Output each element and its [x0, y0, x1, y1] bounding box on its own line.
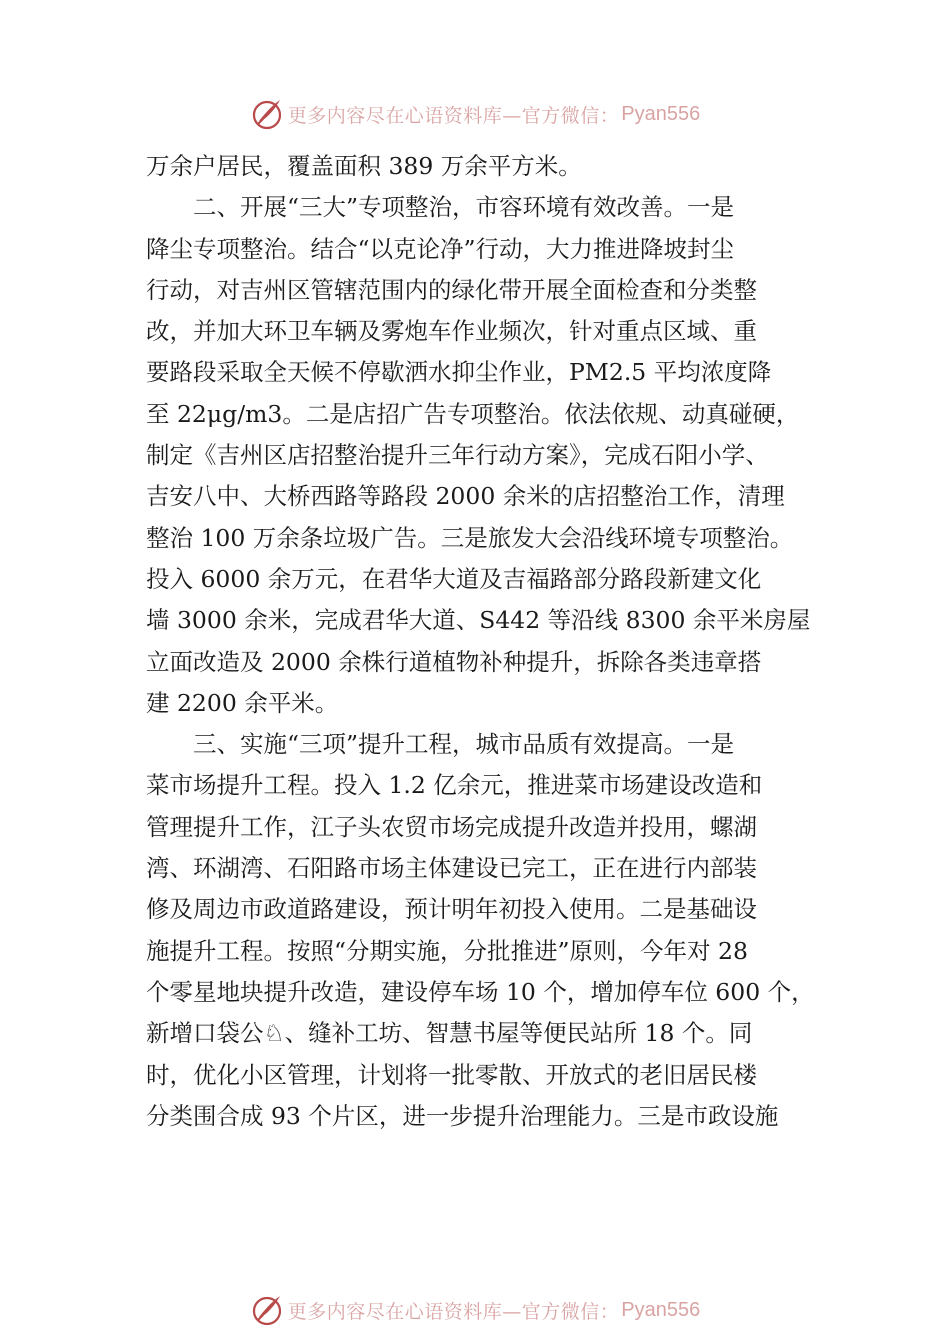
- text-line: 时，优化小区管理，计划将一批零散、开放式的老旧居民楼: [146, 1060, 757, 1089]
- text-line: 修及周边市政道路建设，预计明年初投入使用。二是基础设: [146, 895, 757, 924]
- text-line: 分类围合成 93 个片区，进一步提升治理能力。三是市政设施: [146, 1101, 779, 1130]
- text-line: 湾、环湖湾、石阳路市场主体建设已完工，正在进行内部装: [146, 854, 757, 883]
- text-line: 降尘专项整治。结合“以克论净”行动，大力推进降坡封尘: [146, 234, 735, 263]
- text-line: 万余户居民，覆盖面积 389 万余平方米。: [146, 152, 582, 180]
- text-line: 墙 3000 余米，完成君华大道、S442 等沿线 8300 余平米房屋: [146, 606, 811, 635]
- banner-text: 更多内容尽在心语资料库—官方微信：: [287, 1300, 620, 1323]
- header-banner: [0, 94, 950, 134]
- text-line: 建 2200 余平米。: [146, 688, 339, 717]
- text-line: 制定《吉州区店招整治提升三年行动方案》，完成石阳小学、: [146, 441, 769, 470]
- text-line: 新增口袋公♘、缝补工坊、智慧书屋等便民站所 18 个。同: [146, 1019, 753, 1048]
- quill-logo-icon: [250, 1293, 284, 1327]
- text-line: 整治 100 万余条垃圾广告。三是旅发大会沿线环境专项整治。: [146, 523, 794, 552]
- text-line: 菜市场提升工程。投入 1.2 亿余元，推进菜市场建设改造和: [146, 771, 763, 800]
- text-line: 施提升工程。按照“分期实施，分批推进”原则，今年对 28: [146, 936, 748, 965]
- footer-banner: [0, 1290, 950, 1330]
- text-line: 立面改造及 2000 余株行道植物补种提升，拆除各类违章搭: [146, 647, 762, 676]
- document-body: [146, 146, 816, 1137]
- text-line: 行动，对吉州区管辖范围内的绿化带开展全面检查和分类整: [146, 275, 757, 304]
- text-line: 改，并加大环卫车辆及雾炮车作业频次，针对重点区域、重: [146, 317, 757, 346]
- text-line: 个零星地块提升改造，建设停车场 10 个，增加停车位 600 个，: [146, 977, 815, 1006]
- banner-wechat-id: Pyan556: [621, 1298, 701, 1321]
- text-line: 三、实施“三项”提升工程，城市品质有效提高。一是: [146, 730, 735, 759]
- quill-logo-icon: [250, 97, 284, 131]
- text-line: 要路段采取全天候不停歇洒水抑尘作业，PM2.5 平均浓度降: [146, 358, 772, 387]
- text-line: 至 22μg/m3。二是店招广告专项整治。依法依规、动真碰硬，: [146, 399, 800, 428]
- text-line: 管理提升工作，江子头农贸市场完成提升改造并投用，螺湖: [146, 812, 757, 841]
- text-line: 投入 6000 余万元，在君华大道及吉福路部分路段新建文化: [146, 564, 762, 593]
- banner-wechat-id: Pyan556: [621, 102, 701, 125]
- text-line: 吉安八中、大桥西路等路段 2000 余米的店招整治工作，清理: [146, 482, 785, 511]
- text-line: 二、开展“三大”专项整治，市容环境有效改善。一是: [146, 193, 735, 222]
- banner-text: 更多内容尽在心语资料库—官方微信：: [287, 104, 620, 127]
